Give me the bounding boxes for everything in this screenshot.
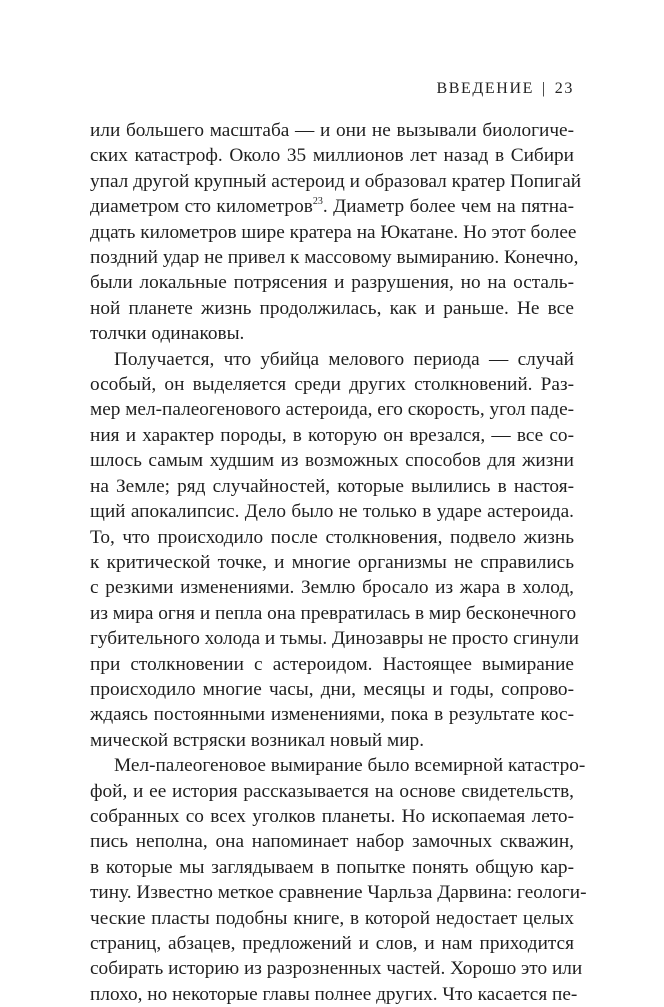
header-separator: | — [541, 80, 547, 97]
text-line: ния и характер породы, в которую он врезался, — все со- — [90, 424, 574, 446]
body-text — [90, 118, 587, 1007]
text-line: на Земле; ряд случайностей, которые вылились в настоя- — [90, 475, 574, 497]
text-line: с резкими изменениями. Землю бросало из жара в холод, — [90, 577, 574, 599]
section-title: ВВЕДЕНИЕ — [436, 80, 534, 97]
running-header — [436, 80, 574, 98]
footnote-marker: 23 — [312, 196, 323, 208]
text-line: происходило многие часы, дни, месяцы и годы, сопрово- — [90, 678, 574, 700]
text-line: пись неполна, она напоминает набор замочных скважин, — [90, 831, 574, 853]
text-line: фой, и ее история рассказывается на основе свидетельств, — [90, 780, 574, 802]
text-line: дцать километров шире кратера на Юкатане. Но этот более — [90, 221, 577, 243]
text-line: страниц, абзацев, предложений и слов, и нам приходится — [90, 933, 574, 954]
text-fragment: . Диаметр более чем на пятна- — [322, 196, 574, 218]
text-line: из мира огня и пепла она превратилась в мир бесконечного — [90, 602, 577, 624]
text-line: мической встряски возникал новый мир. — [90, 729, 425, 751]
paragraph — [90, 347, 579, 754]
text-line: при столкновении с астероидом. Настоящее вымирание — [90, 653, 574, 675]
text-line: особый, он выделяется среди других столкновений. Раз- — [90, 374, 574, 396]
text-line: ческие пласты подобны книге, в которой недостает целых — [90, 907, 574, 929]
text-line: плохо, но некоторые главы полнее других. Что касается пе- — [90, 983, 578, 1005]
text-line: или большего масштаба — и они не вызывали биологиче- — [90, 120, 574, 141]
paragraph — [90, 118, 582, 347]
page-number: 23 — [554, 80, 574, 97]
text-line: ждаясь постоянными изменениями, пока в результате кос- — [90, 704, 574, 726]
text-line: ских катастроф. Около 35 миллионов лет назад в Сибири — [90, 145, 574, 167]
text-line: поздний удар не привел к массовому вымиранию. Конечно, — [90, 247, 579, 269]
text-line: ной планете жизнь продолжилась, как и раньше. Не все — [90, 297, 574, 319]
text-line: мер мел-палеогенового астероида, его скорость, угол паде- — [90, 399, 575, 421]
text-line: собранных со всех уголков планеты. Но ископаемая лето- — [90, 805, 574, 827]
text-line: шлось самым худшим из возможных способов для жизни — [90, 450, 574, 472]
text-line: толчки одинаковы. — [90, 323, 245, 345]
paragraph — [90, 753, 587, 1007]
text-line: губительного холода и тьмы. Динозавры не просто сгинули — [90, 628, 579, 650]
text-line: к критической точке, и многие организмы не справились — [90, 551, 574, 573]
text-fragment: диаметром сто километров — [90, 196, 313, 218]
text-line: были локальные потрясения и разрушения, но на осталь- — [90, 272, 574, 294]
text-line: в которые мы заглядываем в попытке понять общую кар- — [90, 856, 574, 878]
text-line: Получается, что убийца мелового периода — случай — [114, 348, 574, 370]
text-line — [90, 194, 574, 219]
text-line: То, что происходило после столкновения, подвело жизнь — [90, 526, 574, 548]
text-line: Мел-палеогеновое вымирание было всемирной катастро- — [114, 755, 586, 777]
text-line: собирать историю из разрозненных частей. Хорошо это или — [90, 958, 583, 980]
text-line: тину. Известно меткое сравнение Чарльза Дарвина: геологи- — [90, 882, 587, 904]
text-line: щий апокалипсис. Дело было не только в ударе астероида. — [90, 501, 574, 523]
text-line: упал другой крупный астероид и образовал кратер Попигай — [90, 170, 582, 192]
